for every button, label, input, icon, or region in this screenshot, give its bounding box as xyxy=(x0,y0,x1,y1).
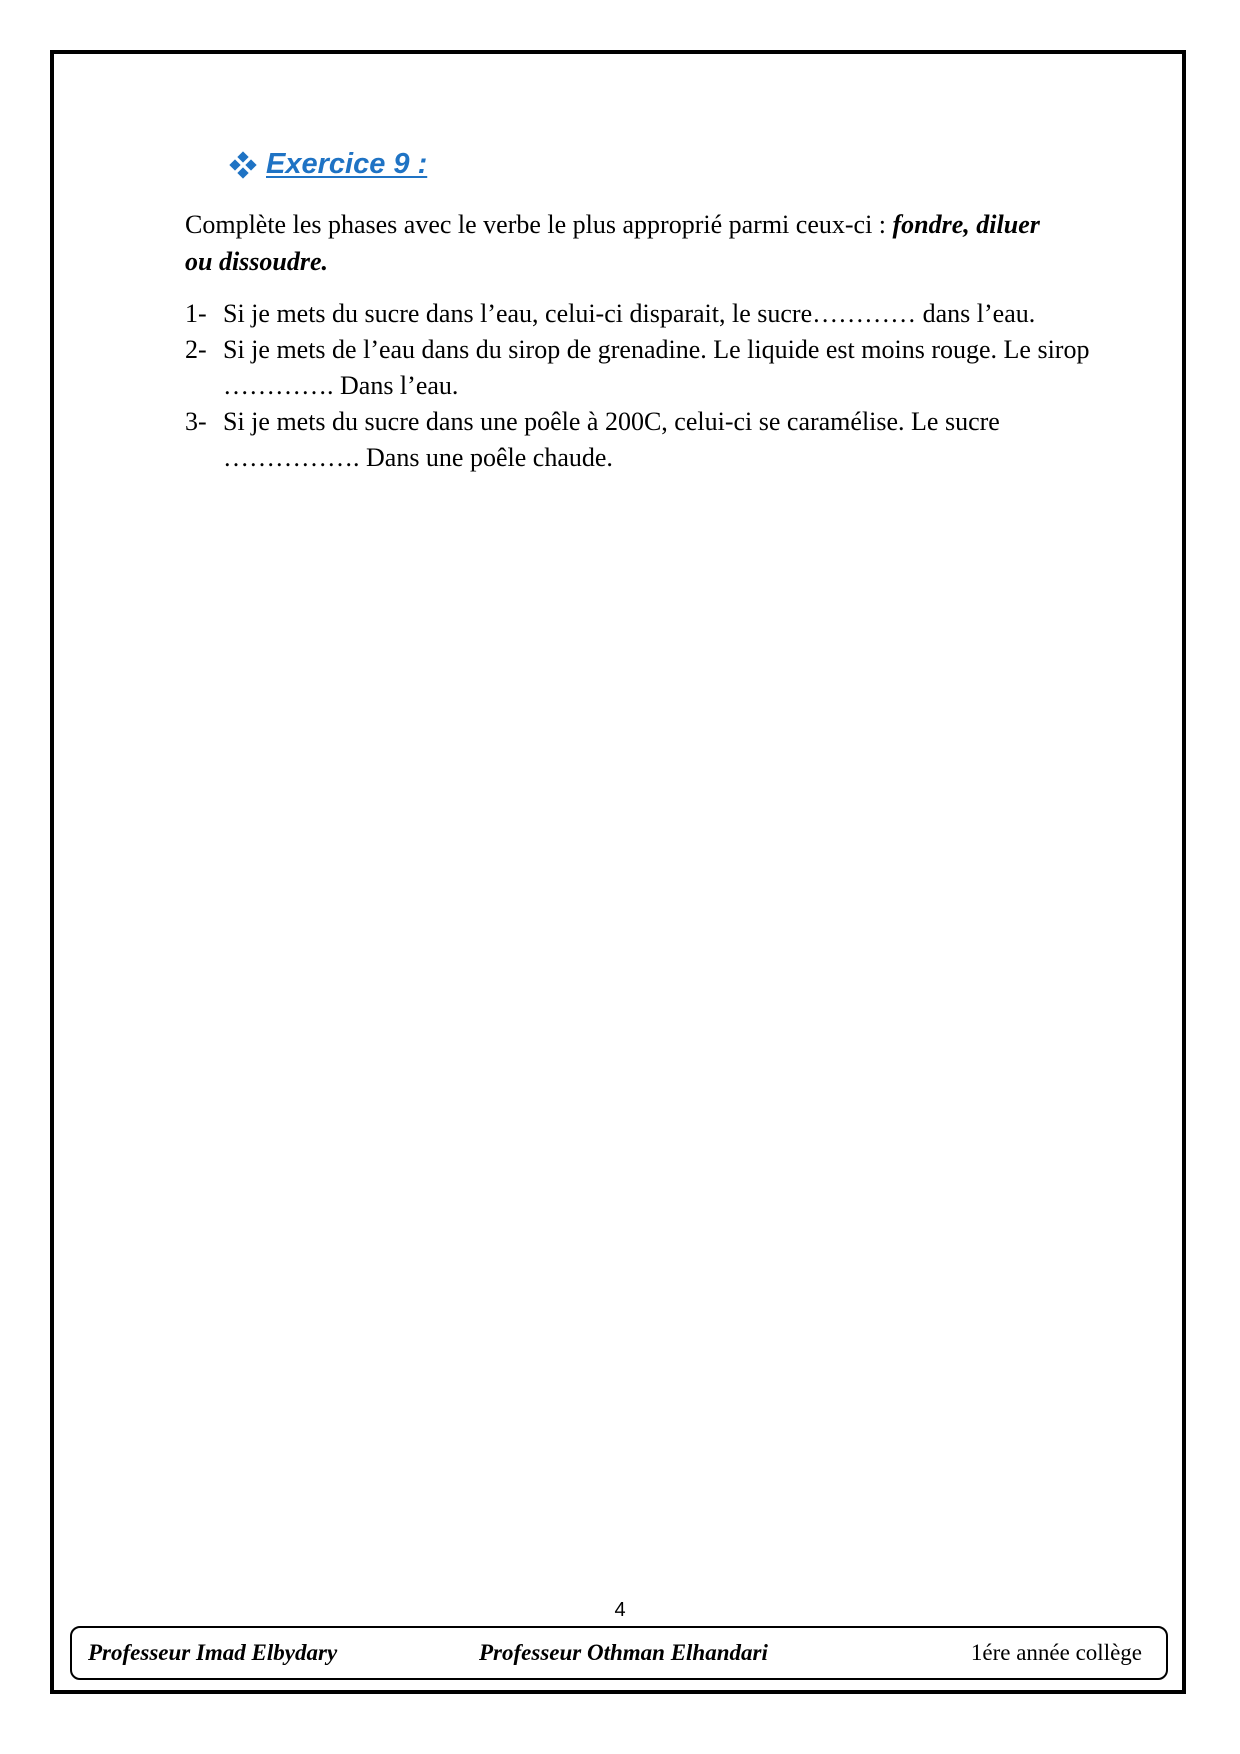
exercise-title: Exercice 9 : xyxy=(266,148,428,180)
diamond-bullet-icon xyxy=(230,152,256,178)
question-item xyxy=(185,404,1095,476)
question-text: Si je mets du sucre dans une poêle à 200C, celui-ci se caramélise. Le sucre ……………. Dans une poêle chaude. xyxy=(223,407,1000,472)
question-number: 1- xyxy=(185,299,207,328)
question-number: 2- xyxy=(185,335,207,364)
exercise-heading xyxy=(230,148,427,181)
footer-author-2: Professeur Othman Elhandari xyxy=(479,1640,768,1665)
footer-grade-level: 1ére année collège xyxy=(970,1640,1142,1665)
instruction-verbs: fondre, diluer ou dissoudre. xyxy=(185,210,1040,276)
question-item xyxy=(185,332,1095,404)
instruction-paragraph xyxy=(185,206,1065,280)
question-number: 3- xyxy=(185,407,207,436)
instruction-text: Complète les phases avec le verbe le plus approprié parmi ceux-ci : xyxy=(185,210,893,239)
page-number: 4 xyxy=(614,1599,626,1621)
question-item xyxy=(185,296,1095,332)
question-text: Si je mets de l’eau dans du sirop de grenadine. Le liquide est moins rouge. Le sirop …………. Dans l’eau. xyxy=(223,335,1090,400)
footer xyxy=(70,1626,1168,1680)
question-list xyxy=(185,296,1095,476)
footer-author-1: Professeur Imad Elbydary xyxy=(88,1640,338,1665)
question-text: Si je mets du sucre dans l’eau, celui-ci disparait, le sucre………… dans l’eau. xyxy=(223,299,1036,328)
